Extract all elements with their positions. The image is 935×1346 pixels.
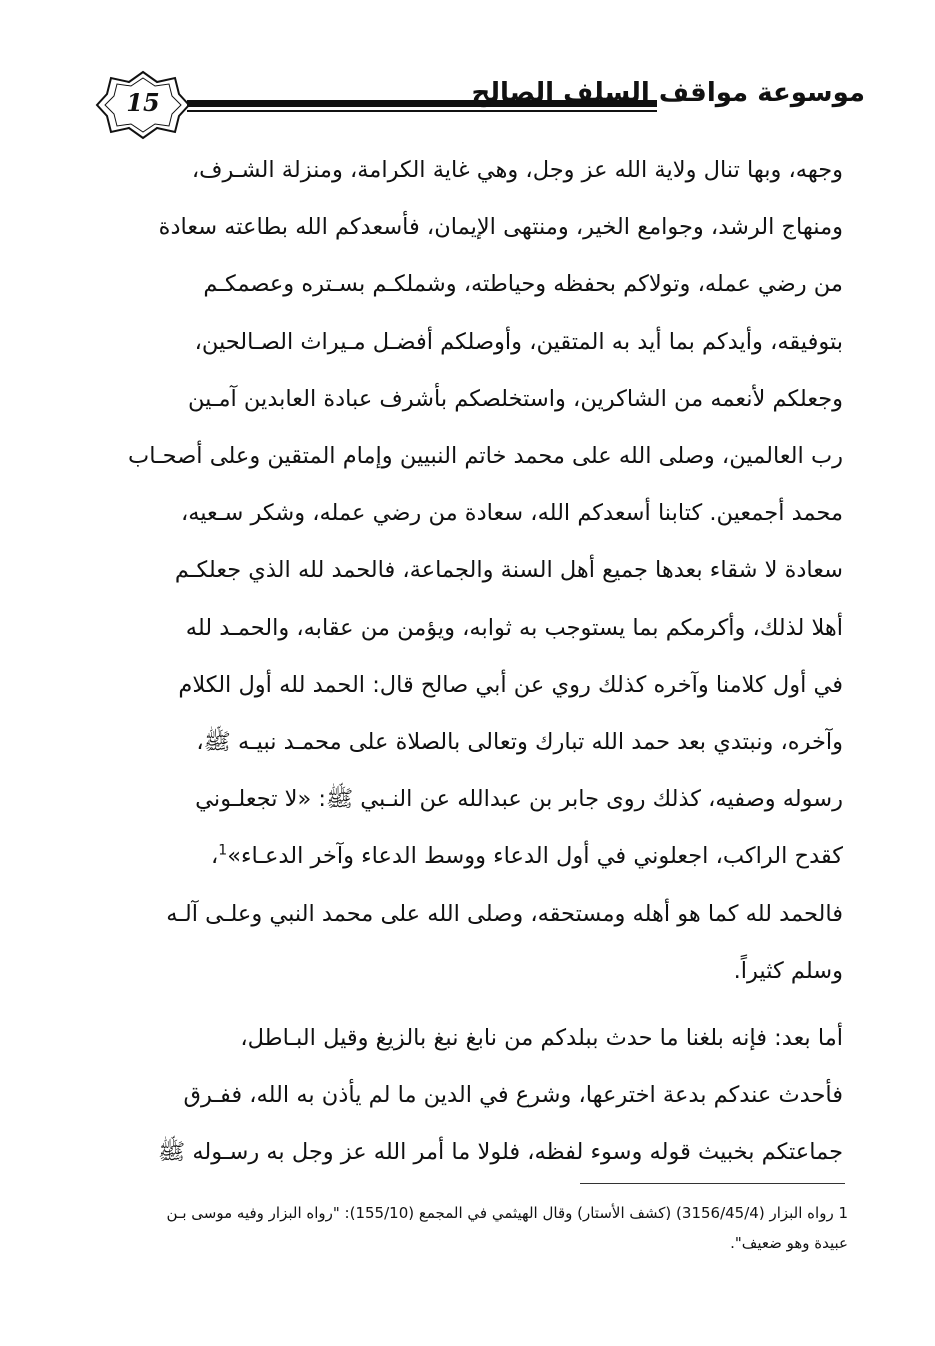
page-number: 15	[126, 88, 160, 117]
text-line: رب العالمين، وصلى الله على محمد خاتم النبيين وإمام المتقين وعلى أصحـاب	[128, 443, 843, 470]
text-line: كقدح الراكب، اجعلوني في أول الدعاء ووسط الدعاء وآخر الدعـاء»	[227, 843, 843, 870]
text-line: من رضي عمله، وتولاكم بحفظه وحياطته، وشملكـم بسـتره وعصمكـم	[203, 271, 843, 298]
text-line: وسلم كثيراً.	[733, 957, 843, 984]
text-line-with-footnote	[108, 828, 843, 885]
page-header	[95, 70, 875, 140]
footnote	[108, 1198, 848, 1258]
text-line: في أول كلامنا وآخره كذلك روي عن أبي صالح قال: الحمد لله أول الكلام	[178, 671, 843, 698]
main-text	[108, 142, 843, 1182]
text-line: فالحمد لله كما هو أهله ومستحقه، وصلى الله على محمد النبي وعلـى آلـه	[166, 900, 843, 927]
paragraph-gap	[108, 1000, 843, 1010]
text-line: سعادة لا شقاء بعدها جميع أهل السنة والجماعة، فالحمد لله الذي جعلكـم	[174, 557, 843, 584]
text-line: جماعتكم بخبيث قوله وسوء لفظه، فلولا ما أمر الله عز وجل به رسـوله ﷺ	[158, 1139, 843, 1166]
footnote-line: عبيدة وهو ضعيف".	[730, 1234, 848, 1252]
text-line: وجعلكم لأنعمه من الشاكرين، واستخلصكم بأشرف عبادة العابدين آمـين	[187, 385, 843, 412]
header-rule-thin	[187, 110, 657, 112]
text-line: أهلا لذلك، وأكرمكم بما يستوجب به ثوابه، ويؤمن من عقابه، والحمـد لله	[185, 614, 843, 641]
text-line: أما بعد: فإنه بلغنا ما حدث ببلدكم من نابغ نبغ بالزيغ وقيل البـاطل،	[240, 1025, 843, 1052]
footnote-separator	[580, 1183, 845, 1184]
book-title: موسوعة مواقف السلف الصالح	[471, 78, 865, 108]
page-number-badge	[95, 70, 191, 140]
text-line: وجهه، وبها تنال ولاية الله عز وجل، وهي غاية الكرامة، ومنزلة الشـرف،	[191, 157, 843, 183]
text-line: وآخره، ونبتدي بعد حمد الله تبارك وتعالى بالصلاة على محمـد نبيـه ﷺ،	[196, 729, 843, 756]
footnote-line: 1 رواه البزار (3156/45/4) (كشف الأستار) وقال الهيثمي في المجمع (155/10): "رواه البزار وفيه موسى بـن	[166, 1204, 848, 1222]
text-line: بتوفيقه، وأيدكم بما أيد به المتقين، وأوصلكم أفضـل مـيراث الصـالحين،	[194, 328, 843, 355]
text-line: فأحدث عندكم بدعة اخترعها، وشرع في الدين ما لم يأذن به الله، ففـرق	[183, 1082, 843, 1109]
text-line: ومنهاج الرشد، وجوامع الخير، ومنتهى الإيمان، فأسعدكم الله بطاعته سعادة	[158, 214, 843, 241]
text-line: محمد أجمعين. كتابنا أسعدكم الله، سعادة من رضي عمله، وشكر سـعيه،	[180, 500, 843, 527]
text-line: رسوله وصفيه، كذلك روى جابر بن عبدالله عن النـبي ﷺ: «لا تجعلـوني	[195, 786, 843, 813]
footnote-reference-trail: ،	[211, 843, 219, 870]
footnote-reference[interactable]: 1	[218, 842, 228, 859]
